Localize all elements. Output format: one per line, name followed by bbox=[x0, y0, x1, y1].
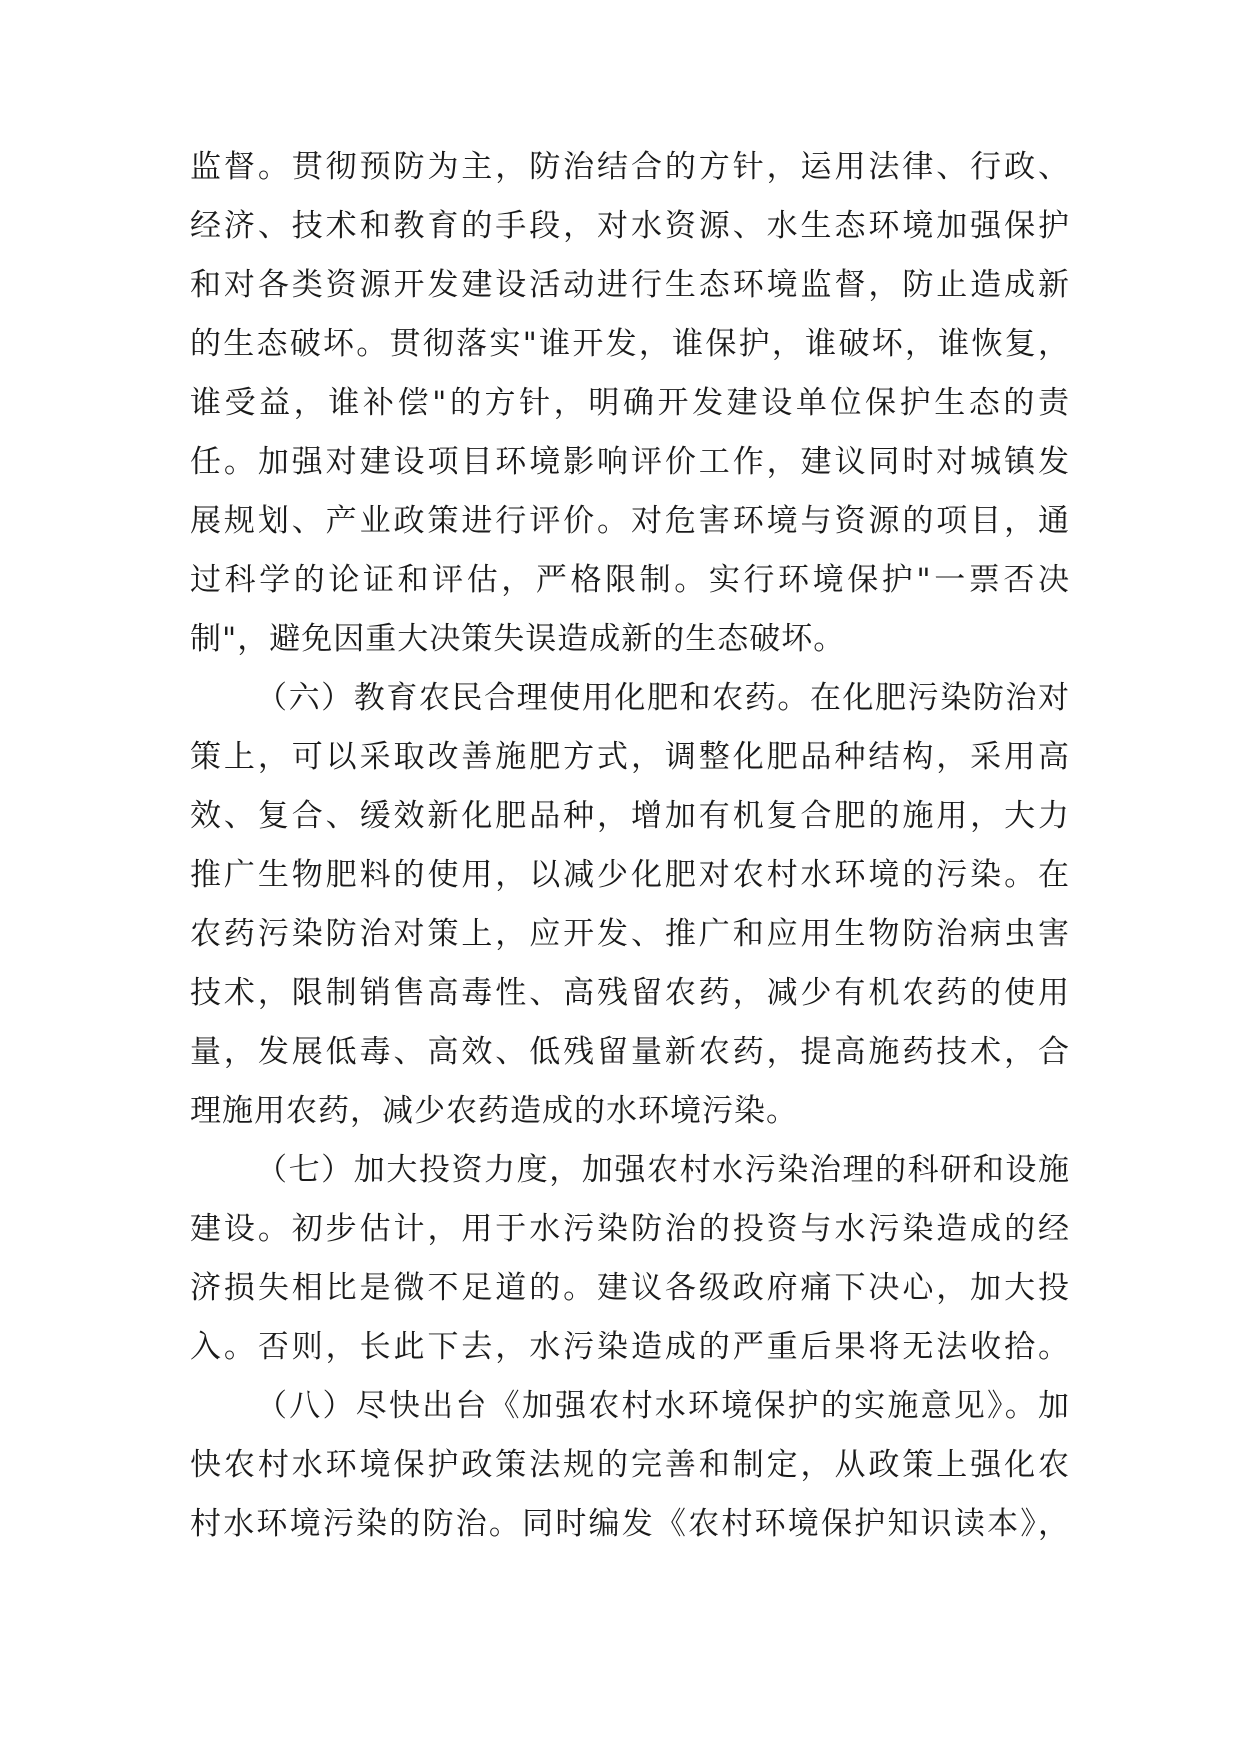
text-line: 效、复合、缓效新化肥品种，增加有机复合肥的施用，大力 bbox=[190, 798, 1070, 834]
text-line: 和对各类资源开发建设活动进行生态环境监督，防止造成新 bbox=[190, 267, 1070, 303]
text-line: 策上，可以采取改善施肥方式，调整化肥品种结构，采用高 bbox=[190, 739, 1070, 775]
text-line: 济损失相比是微不足道的。建议各级政府痛下决心，加大投 bbox=[190, 1270, 1070, 1306]
text-line: 快农村水环境保护政策法规的完善和制定，从政策上强化农 bbox=[190, 1447, 1070, 1483]
text-line: 建设。初步估计，用于水污染防治的投资与水污染造成的经 bbox=[190, 1211, 1070, 1247]
body-text bbox=[190, 138, 1070, 1554]
text-line: 监督。贯彻预防为主，防治结合的方针，运用法律、行政、 bbox=[190, 149, 1070, 185]
text-line: 的生态破坏。贯彻落实"谁开发，谁保护，谁破坏，谁恢复， bbox=[190, 326, 1070, 362]
text-line: 理施用农药，减少农药造成的水环境污染。 bbox=[190, 1093, 798, 1129]
text-line: 农药污染防治对策上，应开发、推广和应用生物防治病虫害 bbox=[190, 916, 1070, 952]
text-line: 经济、技术和教育的手段，对水资源、水生态环境加强保护 bbox=[190, 208, 1070, 244]
text-line: 村水环境污染的防治。同时编发《农村环境保护知识读本》， bbox=[190, 1506, 1070, 1542]
text-line: 制"，避免因重大决策失误造成新的生态破坏。 bbox=[190, 621, 846, 657]
text-line: 推广生物肥料的使用，以减少化肥对农村水环境的污染。在 bbox=[190, 857, 1070, 893]
text-line: 过科学的论证和评估，严格限制。实行环境保护"一票否决 bbox=[190, 562, 1070, 598]
text-line: 任。加强对建设项目环境影响评价工作，建议同时对城镇发 bbox=[190, 444, 1070, 480]
text-line: 谁受益，谁补偿"的方针，明确开发建设单位保护生态的责 bbox=[190, 385, 1070, 421]
paragraph-start-line: （六）教育农民合理使用化肥和农药。在化肥污染防治对 bbox=[256, 680, 1070, 716]
paragraph-start-line: （七）加大投资力度，加强农村水污染治理的科研和设施 bbox=[256, 1152, 1070, 1188]
text-line: 展规划、产业政策进行评价。对危害环境与资源的项目，通 bbox=[190, 503, 1070, 539]
text-line: 量，发展低毒、高效、低残留量新农药，提高施药技术，合 bbox=[190, 1034, 1070, 1070]
text-line: 入。否则，长此下去，水污染造成的严重后果将无法收拾。 bbox=[190, 1329, 1070, 1365]
text-line: 技术，限制销售高毒性、高残留农药，减少有机农药的使用 bbox=[190, 975, 1070, 1011]
paragraph-start-line: （八）尽快出台《加强农村水环境保护的实施意见》。加 bbox=[256, 1388, 1070, 1424]
